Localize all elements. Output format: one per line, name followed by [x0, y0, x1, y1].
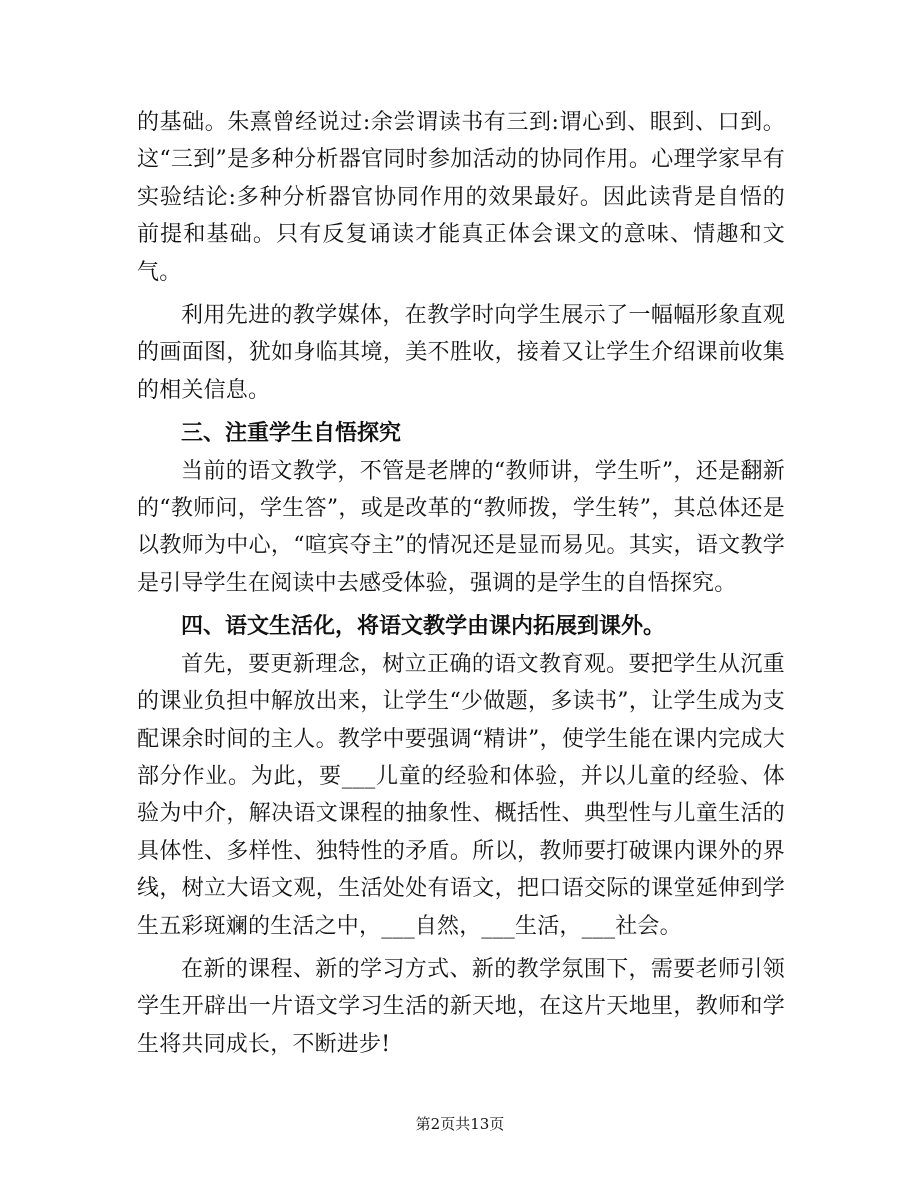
paragraph-continuation: 的基础。朱熹曾经说过:余尝谓读书有三到:谓心到、眼到、口到。这“三到”是多种分析器官同时参加活动的协同作用。心理学家早有实验结论:多种分析器官协同作用的效果最好。因此读背是自悟的前提和基础。只有反复诵读才能真正体会课文的意味、情趣和文气。: [137, 110, 785, 285]
page-number-footer: 第2页共13页: [415, 1115, 505, 1133]
document-body: [137, 104, 785, 1063]
section-heading-3: 三、注重学生自悟探究: [181, 421, 402, 447]
paragraph-conclusion: 在新的课程、新的学习方式、新的教学氛围下，需要老师引领学生开辟出一片语文学习生活的新天地，在这片天地里，教师和学生将共同成长，不断进步!: [137, 956, 785, 1057]
paragraph-teaching-media: 利用先进的教学媒体，在教学时向学生展示了一幅幅形象直观的画面图，犹如身临其境，美不胜收，接着又让学生介绍课前收集的相关信息。: [137, 303, 785, 403]
paragraph-life-oriented: 首先，要更新理念，树立正确的语文教育观。要把学生从沉重的课业负担中解放出来，让学生“少做题，多读书”，让学生成为支配课余时间的主人。教学中要强调“精讲”，使学生能在课内完成大部分作业。为此，要___儿童的经验和体验，并以儿童的经验、体验为中介，解决语文课程的抽象性、概括性、典型性与儿童生活的具体性、多样性、独特性的矛盾。所以，教师要打破课内课外的界线，树立大语文观，生活处处有语文，把口语交际的课堂延伸到学生五彩斑斓的生活之中，___自然，___生活，___社会。: [137, 651, 785, 939]
paragraph-self-inquiry: 当前的语文教学，不管是老牌的“教师讲，学生听”，还是翻新的“教师问，学生答”，或是改革的“教师拨，学生转”，其总体还是以教师为中心，“喧宾夺主”的情况还是显而易见。其实，语文教学是引导学生在阅读中去感受体验，强调的是学生的自悟探究。: [137, 458, 785, 596]
section-heading-4: 四、语文生活化，将语文教学由课内拓展到课外。: [181, 614, 666, 640]
